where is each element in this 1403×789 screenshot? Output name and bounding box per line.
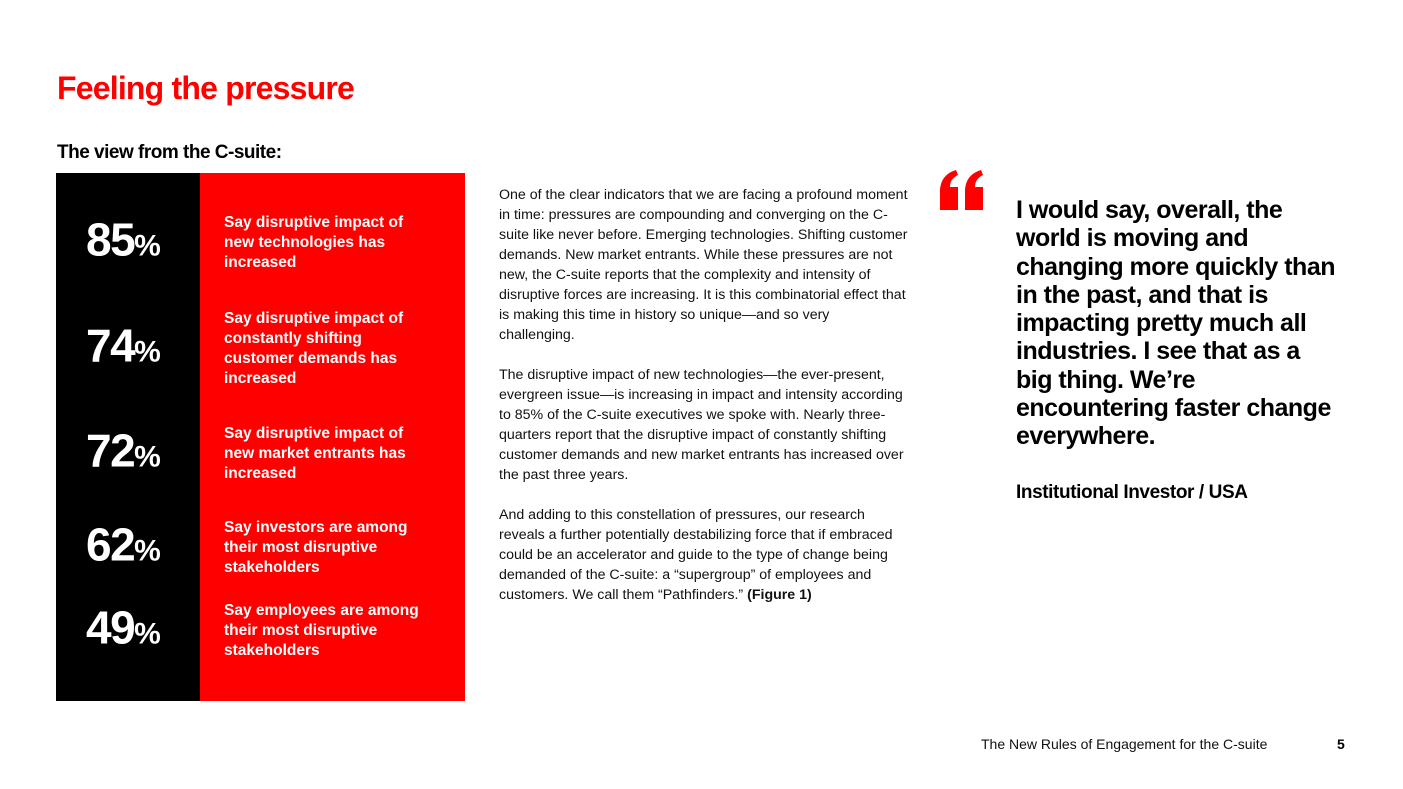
- stat-description: Say employees are among their most disruptive stakeholders: [224, 602, 419, 659]
- stat-number: 49%: [86, 601, 161, 654]
- stat-description: Say disruptive impact of new market entrants has increased: [224, 425, 406, 482]
- quote-attribution: Institutional Investor / USA: [1016, 482, 1248, 503]
- stat-number: 74%: [86, 319, 161, 372]
- page-number: 5: [1337, 736, 1345, 752]
- footer-document-title: The New Rules of Engagement for the C-suite: [981, 736, 1268, 752]
- stat-number: 72%: [86, 424, 161, 477]
- body-copy: [499, 185, 909, 625]
- stat-number: 62%: [86, 518, 161, 571]
- stat-description: Say disruptive impact of constantly shifting customer demands has increased: [224, 310, 404, 387]
- body-paragraph-text: The disruptive impact of new technologies—the ever-present, evergreen issue—is increasing in impact and intensity according to 85% of the C-suite executives we spoke with. Nearly three-quarters report that the disruptive impact of constantly shifting customer demands and new market entrants has increased over the past three years.: [499, 367, 904, 483]
- body-paragraph-text: And adding to this constellation of pressures, our research reveals a further potentially destabilizing force that if embraced could be an accelerator and guide to the type of change being demanded of the C-suite: a “supergroup” of employees and customers. We call them “Pathfinders.”: [499, 507, 893, 603]
- page-title: Feeling the pressure: [57, 70, 354, 106]
- stat-row: [56, 581, 465, 681]
- stat-description: Say disruptive impact of new technologies has increased: [224, 214, 404, 271]
- section-subtitle: The view from the C-suite:: [57, 142, 282, 163]
- stat-panel: [56, 173, 465, 701]
- stat-description: Say investors are among their most disruptive stakeholders: [224, 519, 408, 576]
- figure-reference: (Figure 1): [747, 587, 812, 603]
- body-paragraph: One of the clear indicators that we are facing a profound moment in time: pressures are compounding and converging on the C-suite like never before. Emerging technologies. Shifting customer demands. New market entrants. While these pressures are not new, the C-suite reports that the complexity and intensity of disruptive forces are increasing. It is this combinatorial effect that is making this time in history so unique—and so very challenging.: [499, 187, 908, 343]
- stat-row: [56, 299, 465, 399]
- pull-quote: I would say, overall, the world is moving and changing more quickly than in the past, and that is impacting pretty much all industries. I see that as a big thing. We’re encountering faster change everywhere.: [1016, 196, 1335, 451]
- body-paragraph: [499, 505, 909, 605]
- stat-number: 85%: [86, 213, 161, 266]
- stat-row: [56, 404, 465, 504]
- stat-row: [56, 193, 465, 293]
- body-paragraph: [499, 365, 909, 485]
- quote-mark-icon: [940, 170, 986, 210]
